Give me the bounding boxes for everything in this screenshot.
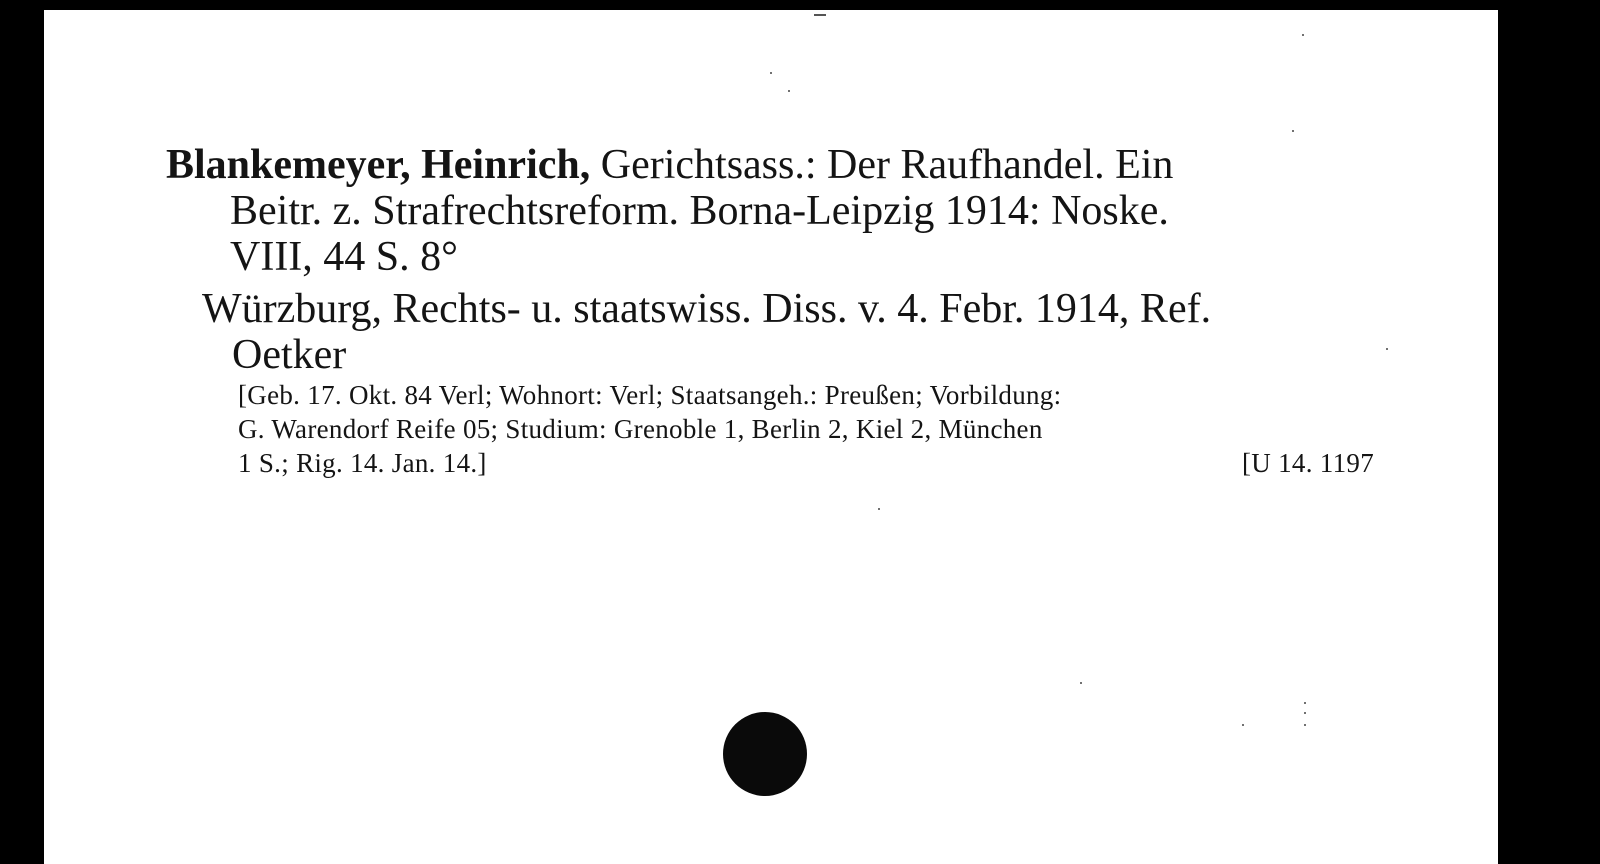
dust-speck — [1242, 724, 1244, 726]
dust-speck — [788, 90, 790, 92]
title-line-2: Beitr. z. Strafrechtsreform. Borna-Leipzig 1914: Noske. — [230, 188, 1169, 234]
biography-line-3 — [238, 448, 1374, 478]
dust-speck — [1304, 724, 1306, 726]
punch-hole — [723, 712, 807, 796]
biography-line-1: [Geb. 17. Okt. 84 Verl; Wohnort: Verl; Staatsangeh.: Preußen; Vorbildung: — [238, 380, 1062, 410]
dust-speck — [770, 72, 772, 74]
dust-speck — [1292, 130, 1294, 132]
dissertation-line-1: Würzburg, Rechts- u. staatswiss. Diss. v. 4. Febr. 1914, Ref. — [202, 286, 1212, 332]
dust-speck — [1302, 34, 1304, 36]
title-part-1: Gerichtsass.: Der Raufhandel. Ein — [590, 142, 1174, 188]
catalog-card — [44, 10, 1498, 864]
title-line-3: VIII, 44 S. 8° — [230, 234, 458, 280]
author-name: Blankemeyer, Heinrich, — [166, 142, 591, 188]
biography-line-2: G. Warendorf Reife 05; Studium: Grenoble 1, Berlin 2, Kiel 2, München — [238, 414, 1043, 444]
dust-speck — [1080, 682, 1082, 684]
dust-speck — [878, 508, 880, 510]
shelf-mark: [U 14. 1197 — [1241, 448, 1374, 478]
dust-speck — [1304, 712, 1306, 714]
dissertation-line-2: Oetker — [232, 332, 347, 378]
biography-rigorosum: 1 S.; Rig. 14. Jan. 14.] — [238, 448, 487, 478]
dust-speck — [1304, 702, 1306, 704]
entry-heading-line — [166, 142, 1173, 188]
dust-speck — [1386, 348, 1388, 350]
